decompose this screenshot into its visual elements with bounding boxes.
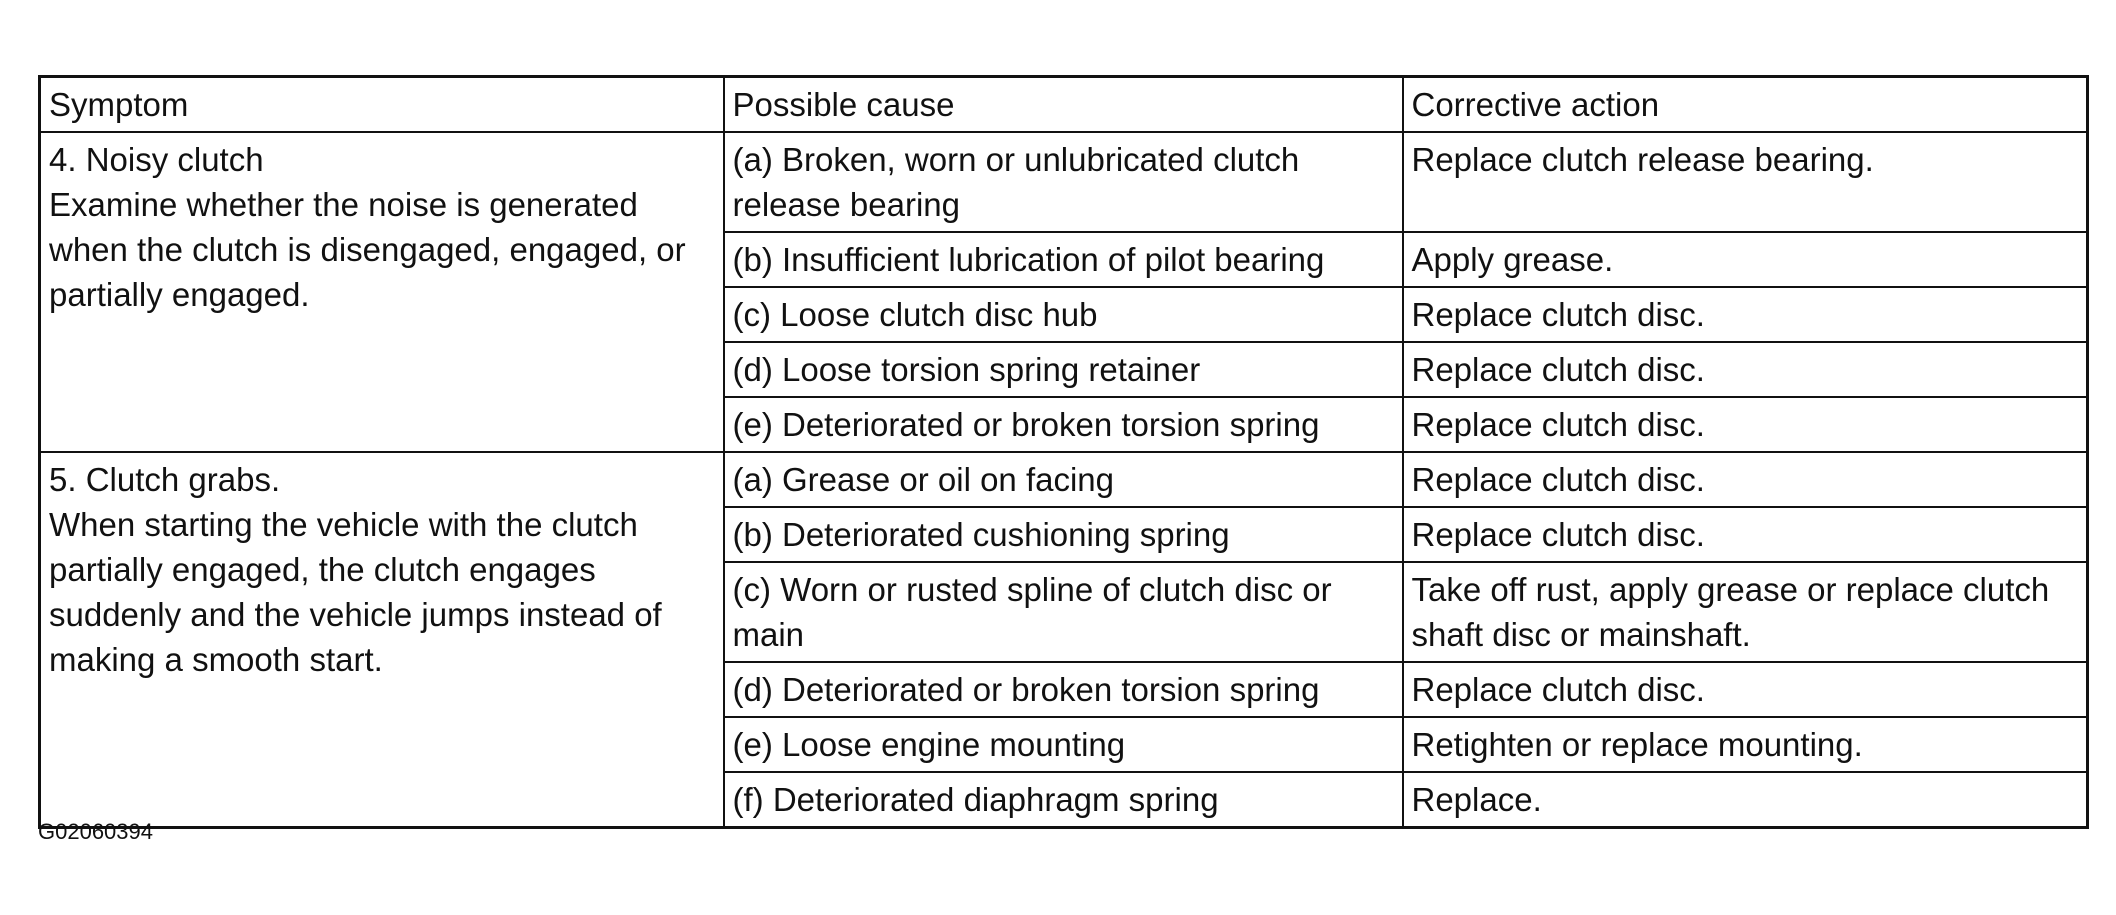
- action-cell: Replace clutch disc.: [1403, 662, 2088, 717]
- symptom-cell: [40, 452, 724, 828]
- cause-cell: (a) Grease or oil on facing: [724, 452, 1403, 507]
- figure-code: G02060394: [38, 819, 153, 844]
- symptom-title: 5. Clutch grabs.: [49, 461, 281, 498]
- symptom-title: 4. Noisy clutch: [49, 141, 264, 178]
- cause-cell: (a) Broken, worn or unlubricated clutch release bearing: [724, 132, 1403, 232]
- cause-cell: (d) Deteriorated or broken torsion spring: [724, 662, 1403, 717]
- header-row: [40, 77, 2088, 133]
- action-cell: Retighten or replace mounting.: [1403, 717, 2088, 772]
- header-symptom: Symptom: [40, 77, 724, 133]
- symptom-description: When starting the vehicle with the clutch partially engaged, the clutch engages suddenly and the vehicle jumps instead of making a smooth start.: [49, 506, 662, 678]
- cause-cell: (b) Insufficient lubrication of pilot bearing: [724, 232, 1403, 287]
- troubleshooting-table-container: [38, 75, 2086, 829]
- cause-cell: (d) Loose torsion spring retainer: [724, 342, 1403, 397]
- header-possible-cause: Possible cause: [724, 77, 1403, 133]
- action-cell: Replace clutch disc.: [1403, 342, 2088, 397]
- cause-cell: (b) Deteriorated cushioning spring: [724, 507, 1403, 562]
- cause-cell: (c) Loose clutch disc hub: [724, 287, 1403, 342]
- table-row: [40, 132, 2088, 232]
- cause-cell: (c) Worn or rusted spline of clutch disc or main: [724, 562, 1403, 662]
- symptom-cell: [40, 132, 724, 452]
- header-corrective-action: Corrective action: [1403, 77, 2088, 133]
- action-cell: Replace clutch disc.: [1403, 507, 2088, 562]
- action-cell: Replace clutch disc.: [1403, 287, 2088, 342]
- table-row: [40, 452, 2088, 507]
- action-cell: Replace clutch disc.: [1403, 397, 2088, 452]
- symptom-description: Examine whether the noise is generated when the clutch is disengaged, engaged, or partially engaged.: [49, 186, 686, 313]
- troubleshooting-table: [38, 75, 2089, 829]
- cause-cell: (e) Deteriorated or broken torsion spring: [724, 397, 1403, 452]
- action-cell: Take off rust, apply grease or replace clutch shaft disc or mainshaft.: [1403, 562, 2088, 662]
- action-cell: Replace clutch release bearing.: [1403, 132, 2088, 232]
- action-cell: Replace.: [1403, 772, 2088, 828]
- action-cell: Apply grease.: [1403, 232, 2088, 287]
- cause-cell: (f) Deteriorated diaphragm spring: [724, 772, 1403, 828]
- cause-cell: (e) Loose engine mounting: [724, 717, 1403, 772]
- action-cell: Replace clutch disc.: [1403, 452, 2088, 507]
